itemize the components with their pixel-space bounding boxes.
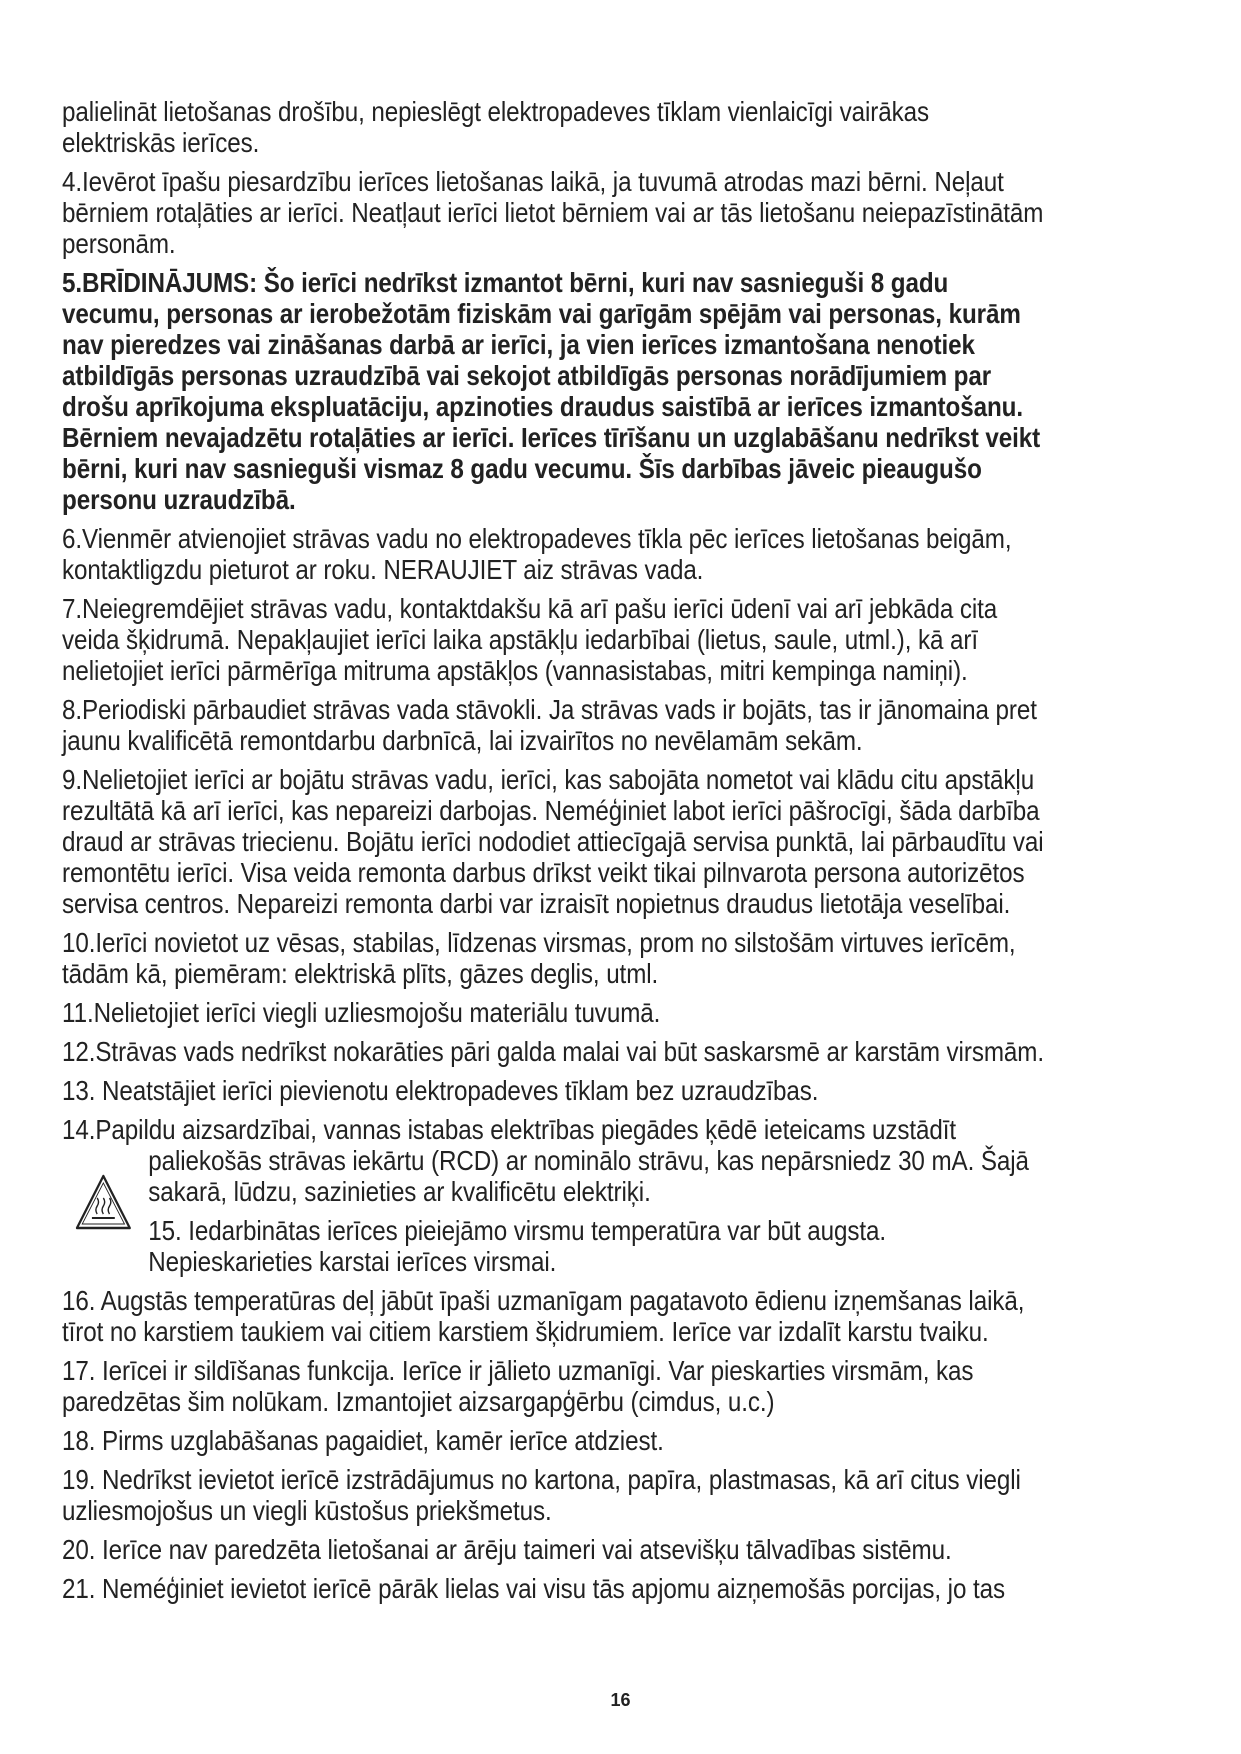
paragraph-item-14-continuation: paliekošās strāvas iekārtu (RCD) ar nominālo strāvu, kas nepārsniedz 30 mA. Šajā sakarā, lūdzu, sazinieties ar kvalificētu elektriķi. xyxy=(148,1145,1029,1207)
indented-text xyxy=(148,1145,1047,1277)
paragraph-item-7: 7.Neiegremdējiet strāvas vadu, kontaktdakšu kā arī pašu ierīci ūdenī vai arī jebkāda cita veida šķidrumā. Nepakļaujiet ierīci laika apstākļu iedarbībai (lietus, saule, utml.), kā arī nelietojiet ierīci pārmērīga mitruma apstākļos (vannasistabas, mitri kempinga namiņi). xyxy=(62,593,998,686)
paragraph-item-8: 8.Periodiski pārbaudiet strāvas vada stāvokli. Ja strāvas vads ir bojāts, tas ir jānomaina pret jaunu kvalificētā remontdarbu darbnīcā, lai izvairītos no nevēlamām sekām. xyxy=(62,694,1037,756)
paragraph-item-15: 15. Iedarbinātas ierīces pieiejāmo virsmu temperatūra var būt augsta. Nepieskarieties karstai ierīces virsmai. xyxy=(148,1215,887,1277)
paragraph-item-4: 4.Ievērot īpašu piesardzību ierīces lietošanas laikā, ja tuvumā atrodas mazi bērni. Neļaut bērniem rotaļāties ar ierīci. Neatļaut ierīci lietot bērniem vai ar tās lietošanu neiepazīstinātām personām. xyxy=(62,166,1044,259)
paragraph-item-18: 18. Pirms uzglabāšanas pagaidiet, kamēr ierīce atdziest. xyxy=(62,1425,664,1456)
paragraph-item-16: 16. Augstās temperatūras deļ jābūt īpaši uzmanīgam pagatavoto ēdienu izņemšanas laikā, tīrot no karstiem taukiem vai citiem karstiem šķidrumiem. Ierīce var izdalīt karstu tvaiku. xyxy=(62,1285,1025,1347)
paragraph-item-10: 10.Ierīci novietot uz vēsas, stabilas, līdzenas virsmas, prom no silstošām virtuves ierīcēm, tādām kā, piemēram: elektriskā plīts, gāzes deglis, utml. xyxy=(62,927,1016,989)
paragraph-item-13: 13. Neatstājiet ierīci pievienotu elektropadeves tīklam bez uzraudzības. xyxy=(62,1075,819,1106)
hot-surface-warning-icon xyxy=(62,1145,148,1231)
paragraph-item-19: 19. Nedrīkst ievietot ierīcē izstrādājumus no kartona, papīra, plastmasas, kā arī citus viegli uzliesmojošus un viegli kūstošus priekšmetus. xyxy=(62,1464,1021,1526)
paragraph-item-9: 9.Nelietojiet ierīci ar bojātu strāvas vadu, ierīci, kas sabojāta nometot vai klādu citu apstākļu rezultātā kā arī ierīci, kas nepareizi darbojas. Neméģiniet labot ierīci pāšrocīgi, šāda darbība draud ar strāvas triecienu. Bojātu ierīci nododiet attiecīgajā servisa punktā, lai pārbaudītu vai remontētu ierīci. Visa veida remonta darbus drīkst veikt tikai pilnvarota persona autorizētos servisa centros. Nepareizi remonta darbi var izraisīt nopietnus draudus lietotāja veselībai. xyxy=(62,764,1044,919)
hot-surface-warning-block xyxy=(62,1145,1048,1277)
paragraph-item-6: 6.Vienmēr atvienojiet strāvas vadu no elektropadeves tīkla pēc ierīces lietošanas beigām, kontaktligzdu pieturot ar roku. NERAUJIET aiz strāvas vada. xyxy=(62,523,1012,585)
paragraph-item-17: 17. Ierīcei ir sildīšanas funkcija. Ierīce ir jālieto uzmanīgi. Var pieskarties virsmām, kas paredzētas šim nolūkam. Izmantojiet aizsargapģērbu (cimdus, u.c.) xyxy=(62,1355,974,1417)
paragraph-item-14: 14.Papildu aizsardzībai, vannas istabas elektrības piegādes ķēdē ieteicams uzstādīt xyxy=(62,1114,957,1145)
page-number: 16 xyxy=(610,1690,631,1710)
paragraph-item-12: 12.Strāvas vads nedrīkst nokarāties pāri galda malai vai būt saskarsmē ar karstām virsmām. xyxy=(62,1036,1044,1067)
paragraph-continuation: palielināt lietošanas drošību, nepieslēgt elektropadeves tīklam vienlaicīgi vairākas elektriskās ierīces. xyxy=(62,96,929,158)
paragraph-item-20: 20. Ierīce nav paredzēta lietošanai ar ārēju taimeri vai atsevišķu tālvadības sistēmu. xyxy=(62,1534,952,1565)
paragraph-item-11: 11.Nelietojiet ierīci viegli uzliesmojošu materiālu tuvumā. xyxy=(62,997,661,1028)
warning-paragraph-item-5: 5.BRĪDINĀJUMS: Šo ierīci nedrīkst izmantot bērni, kuri nav sasnieguši 8 gadu vecumu, personas ar ierobežotām fiziskām vai garīgām spējām vai personas, kurām nav pieredzes vai zināšanas darbā ar ierīci, ja vien ierīces izmantošana nenotiek atbildīgās personas uzraudzībā vai sekojot atbildīgās personas norādījumiem par drošu aprīkojuma ekspluatāciju, apzinoties draudus saistībā ar ierīces izmantošanu. Bērniem nevajadzētu rotaļāties ar ierīci. Ierīces tīrīšanu un uzglabāšanu nedrīkst veikt bērni, kuri nav sasnieguši vismaz 8 gadu vecumu. Šīs darbības jāveic pieaugušo personu uzraudzībā. xyxy=(62,267,1041,515)
paragraph-item-21: 21. Neméģiniet ievietot ierīcē pārāk lielas vai visu tās apjomu aizņemošās porcijas, jo tas xyxy=(62,1573,1005,1604)
page-body xyxy=(62,96,1048,1612)
